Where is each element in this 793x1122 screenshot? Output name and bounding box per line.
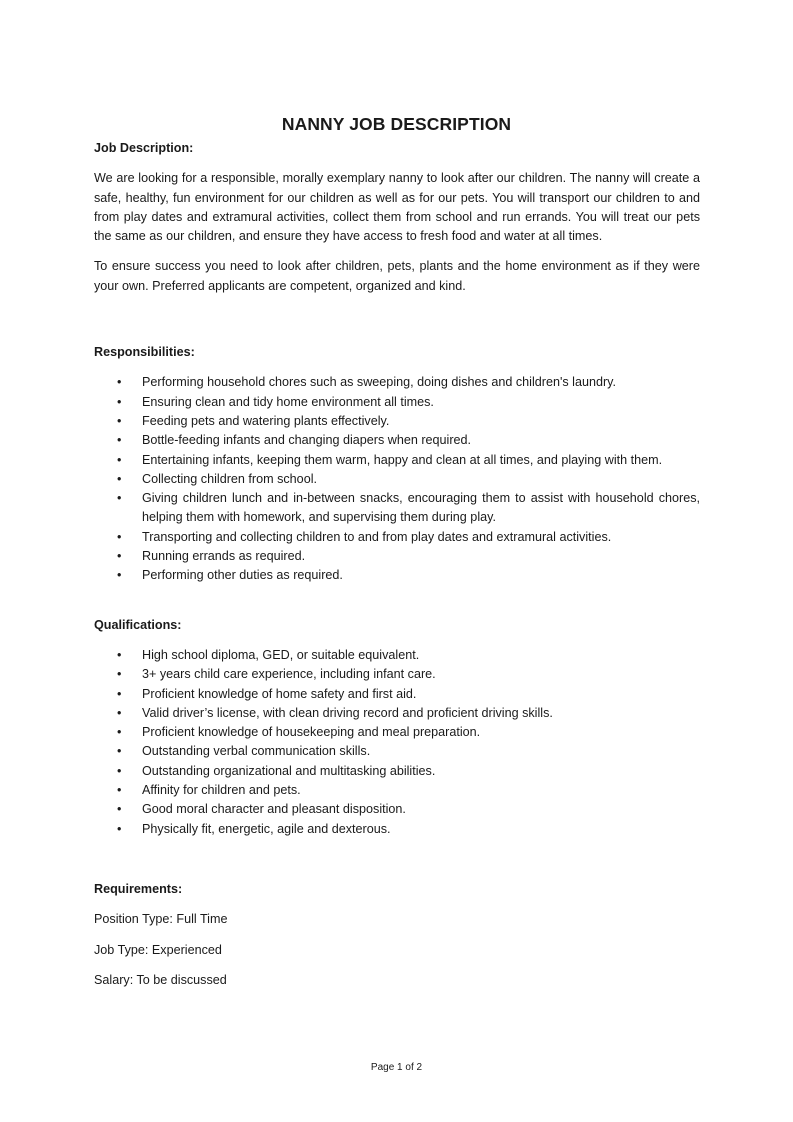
bullet-icon: •: [117, 763, 122, 778]
bullet-icon: •: [117, 433, 122, 448]
list-item: [94, 373, 700, 392]
job-type: Job Type: Experienced: [94, 942, 222, 957]
list-item: [94, 412, 700, 431]
responsibility-text: Performing household chores such as sweeping, doing dishes and children's laundry.: [142, 375, 617, 390]
responsibility-text: Performing other duties as required.: [142, 568, 343, 583]
responsibility-text: Giving children lunch and in-between snacks, encouraging them to assist with household chores, helping them with homework, and supervising them during play.: [142, 491, 700, 525]
qualifications-heading: Qualifications:: [94, 617, 182, 632]
bullet-icon: •: [117, 549, 122, 564]
responsibility-text: Entertaining infants, keeping them warm, happy and clean at all times, and playing with them.: [142, 452, 663, 467]
page-number-footer: Page 1 of 2: [370, 1062, 423, 1073]
list-item: [94, 528, 700, 547]
responsibility-text: Transporting and collecting children to and from play dates and extramural activities.: [142, 529, 612, 544]
list-item: [94, 723, 700, 742]
bullet-icon: •: [117, 744, 122, 759]
job-description-paragraph: To ensure success you need to look after children, pets, plants and the home environment as if they were your own. Preferred applicants are competent, organized and kind.: [94, 259, 700, 293]
responsibility-text: Feeding pets and watering plants effectively.: [142, 413, 390, 428]
salary: Salary: To be discussed: [94, 972, 227, 987]
qualification-text: Proficient knowledge of housekeeping and meal preparation.: [142, 725, 481, 740]
bullet-icon: •: [117, 491, 122, 506]
qualification-text: 3+ years child care experience, including infant care.: [142, 667, 436, 682]
responsibility-text: Collecting children from school.: [142, 471, 317, 486]
qualification-text: Affinity for children and pets.: [142, 783, 301, 798]
list-item: [94, 781, 700, 800]
job-description-paragraph: We are looking for a responsible, morally exemplary nanny to look after our children. The nanny will create a safe, healthy, fun environment for our children as well as for our pets. You will transport our children to and from play dates and extramural activities, collect them from school and run errands. You will treat our pets the same as our children, and ensure they have access to fresh food and water at all times.: [94, 171, 700, 244]
list-item: [94, 820, 700, 839]
bullet-icon: •: [117, 821, 122, 836]
bullet-icon: •: [117, 394, 122, 409]
list-item: [94, 646, 700, 665]
bullet-icon: •: [117, 705, 122, 720]
document-title: NANNY JOB DESCRIPTION: [281, 114, 512, 134]
document-body: [94, 139, 700, 990]
list-item: [94, 665, 700, 684]
list-item: [94, 566, 700, 585]
list-item: [94, 762, 700, 781]
bullet-icon: •: [117, 686, 122, 701]
bullet-icon: •: [117, 529, 122, 544]
responsibilities-heading: Responsibilities:: [94, 345, 195, 360]
bullet-icon: •: [117, 783, 122, 798]
list-item: [94, 431, 700, 450]
bullet-icon: •: [117, 725, 122, 740]
responsibility-text: Running errands as required.: [142, 549, 306, 564]
qualification-text: Proficient knowledge of home safety and first aid.: [142, 686, 417, 701]
position-type: Position Type: Full Time: [94, 912, 228, 927]
list-item: [94, 742, 700, 761]
list-item: [94, 470, 700, 489]
qualification-text: Valid driver’s license, with clean driving record and proficient driving skills.: [142, 705, 553, 720]
list-item: [94, 489, 700, 528]
responsibility-text: Ensuring clean and tidy home environment all times.: [142, 394, 434, 409]
qualification-text: Outstanding organizational and multitasking abilities.: [142, 763, 436, 778]
bullet-icon: •: [117, 413, 122, 428]
bullet-icon: •: [117, 667, 122, 682]
qualification-text: Physically fit, energetic, agile and dexterous.: [142, 821, 391, 836]
job-description-heading: Job Description:: [94, 141, 194, 155]
list-item: [94, 704, 700, 723]
bullet-icon: •: [117, 568, 122, 583]
responsibilities-list: [94, 373, 700, 585]
list-item: [94, 547, 700, 566]
list-item: [94, 800, 700, 819]
bullet-icon: •: [117, 802, 122, 817]
qualification-text: High school diploma, GED, or suitable equivalent.: [142, 647, 420, 662]
bullet-icon: •: [117, 375, 122, 390]
list-item: [94, 685, 700, 704]
qualification-text: Good moral character and pleasant disposition.: [142, 802, 406, 817]
responsibility-text: Bottle-feeding infants and changing diapers when required.: [142, 433, 472, 448]
bullet-icon: •: [117, 647, 122, 662]
bullet-icon: •: [117, 452, 122, 467]
bullet-icon: •: [117, 471, 122, 486]
qualifications-list: [94, 646, 700, 839]
list-item: [94, 393, 700, 412]
requirements-heading: Requirements:: [94, 881, 183, 896]
list-item: [94, 451, 700, 470]
qualification-text: Outstanding verbal communication skills.: [142, 744, 371, 759]
